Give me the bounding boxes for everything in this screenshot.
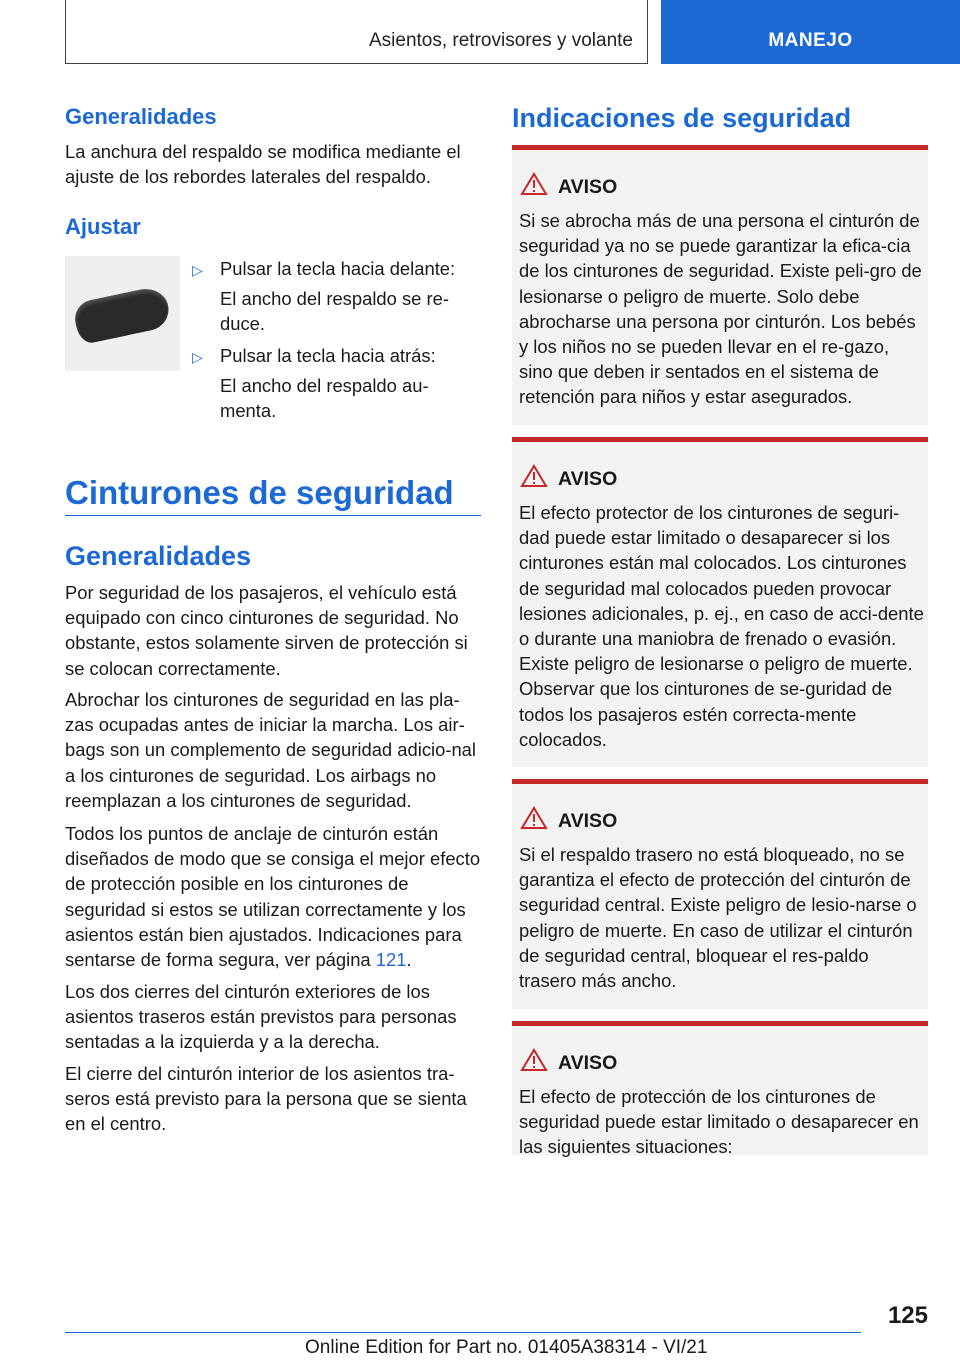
paragraph-3-text: Todos los puntos de anclaje de cinturón están diseñados de modo que se consiga el mejor efecto de protección posible en los cinturones de seguridad si estos se utilizan correctamente y los asientos están bien ajustados. Indicaciones para sentarse de forma segura, ver página [65,823,481,971]
page-ref-link[interactable]: 121 [375,949,407,971]
warning-label: AVISO [558,1052,618,1074]
warning-text: El efecto de protección de los cinturones de seguridad puede estar limitado o desaparecer en las siguientes situaciones: [519,1086,919,1158]
paragraph-5: El cierre del cinturón interior de los asientos tra-seros está previsto para la persona que se sienta en el centro. [65,1063,467,1135]
bullet-triangle-icon: ▷ [192,262,203,278]
warning-text: Si se abrocha más de una persona el cinturón de seguridad ya no se puede garantizar la efica-cia de los cinturones de seguridad. Existe peli-gro de lesionarse o peligro de muerte. Solo debe abrocharse una persona por cinturón. Los bebés y los niños no se pueden llevar en el re-gazo, sino que deben ir sentados en el sistema de retención para niños y estar asegurados. [519,210,922,408]
warning-box [512,437,928,767]
warning-label: AVISO [558,176,618,198]
footer-rule [65,1332,861,1333]
paragraph-1: Por seguridad de los pasajeros, el vehículo está equipado con cinco cinturones de seguridad. No obstante, estos solamente sirven de protección si se colocan correctamente. [65,582,468,679]
bullet-2-action: Pulsar la tecla hacia atrás: [220,345,436,366]
safety-heading: Indicaciones de seguridad [512,103,852,133]
generalidades-heading: Generalidades [65,104,217,129]
warning-text: Si el respaldo trasero no está bloqueado, no se garantiza el efecto de protección del cinturón de seguridad central. Existe peligro de lesio-narse o peligro de muerte. En caso de utilizar el cinturón de seguridad central, bloquear el res-paldo trasero más ancho. [519,844,917,992]
warning-text: El efecto protector de los cinturones de seguri-dad puede estar limitado o desaparecer si los cinturones están mal colocados. Los cinturones de seguridad mal colocados pueden provocar lesiones adicionales, p. ej., en caso de acci-dente o durante una maniobra de frenado o evasión. Existe peligro de lesionarse o peligro de muerte. Observar que los cinturones de se-guridad de todos los pasajeros estén correcta-mente colocados. [519,502,924,750]
header-chapter-tab[interactable] [661,0,960,64]
warning-box [512,145,928,425]
generalidades-text: La anchura del respaldo se modifica mediante el ajuste de los rebordes laterales del respaldo. [65,141,461,188]
section-title-rule [65,515,481,516]
header-chapter-label: MANEJO [768,30,853,51]
paragraph-3: Todos los puntos de anclaje de cinturón están diseñados de modo que se consiga el mejor efecto de protección posible en los cinturones de seguridad si estos se utilizan correctamente y los asientos están bien ajustados. Indicaciones para sentarse de forma segura, ver página 121. [65,823,481,971]
warning-triangle-icon [520,172,548,196]
backrest-width-button-icon [72,285,173,346]
warning-label: AVISO [558,810,618,832]
warning-label: AVISO [558,468,618,490]
header-section-box [65,0,648,64]
generalidades-2-heading: Generalidades [65,541,252,571]
warning-triangle-icon [520,464,548,488]
paragraph-4: Los dos cierres del cinturón exteriores de los asientos traseros están previstos para personas sentadas a la izquierda y a la derecha. [65,981,457,1053]
paragraph-2: Abrochar los cinturones de seguridad en las pla-zas ocupadas antes de iniciar la marcha. Los air-bags son un complemento de seguridad adicio-nal a los cinturones de seguridad. Los airbags no reemplazan a los cinturones de seguridad. [65,689,476,811]
header-section-title: Asientos, retrovisores y volante [368,30,633,51]
warning-triangle-icon [520,1048,548,1072]
backrest-button-image [65,256,180,371]
page-number: 125 [887,1302,928,1329]
bullet-1-action: Pulsar la tecla hacia delante: [220,258,456,279]
bullet-2-result: El ancho del respaldo au-menta. [220,375,429,422]
bullet-1-result: El ancho del respaldo se re-duce. [220,288,449,335]
footer-edition: Online Edition for Part no. 01405A38314 - VI/21 [305,1337,708,1358]
bullet-triangle-icon: ▷ [192,349,203,365]
warning-box [512,1021,928,1158]
ajustar-heading: Ajustar [65,214,141,239]
warning-triangle-icon [520,806,548,830]
section-title: Cinturones de seguridad [65,474,454,511]
warning-box [512,779,928,1009]
